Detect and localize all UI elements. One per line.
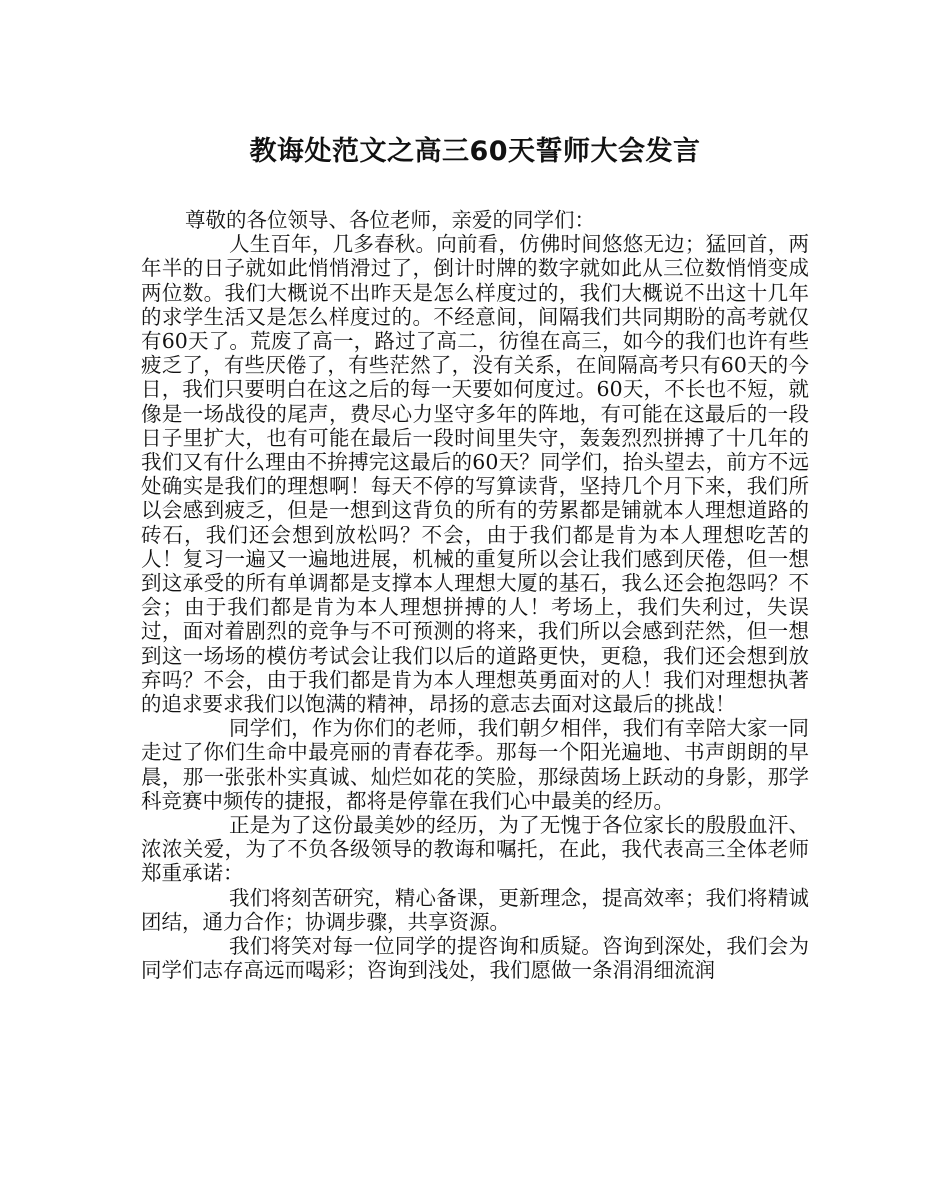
salutation: 尊敬的各位领导、各位老师，亲爱的同学们： bbox=[185, 208, 595, 232]
paragraph-4: 我们将刻苦研究，精心备课，更新理念，提高效率；我们将精诚团结，通力合作；协调步骤，共享资源。 bbox=[141, 885, 809, 934]
paragraph-3: 正是为了这份最美妙的经历，为了无愧于各位家长的殷殷血汗、浓浓关爱，为了不负各级领导的教诲和嘱托，在此，我代表高三全体老师郑重承诺： bbox=[141, 813, 809, 886]
paragraph-2: 同学们，作为你们的老师，我们朝夕相伴，我们有幸陪大家一同走过了你们生命中最亮丽的青春花季。那每一个阳光遍地、书声朗朗的早晨，那一张张朴实真诚、灿烂如花的笑脸，那绿茵场上跃动的身影，那学科竞赛中频传的捷报，都将是停靠在我们心中最美的经历。 bbox=[141, 716, 809, 813]
document-title: 教诲处范文之高三60天誓师大会发言 bbox=[249, 136, 701, 167]
document-page bbox=[141, 128, 809, 983]
paragraph-5: 我们将笑对每一位同学的提咨询和质疑。咨询到深处，我们会为同学们志存高远而喝彩；咨询到浅处，我们愿做一条涓涓细流润 bbox=[141, 934, 809, 983]
document-body bbox=[141, 208, 809, 983]
paragraph-1: 人生百年，几多春秋。向前看，仿佛时间悠悠无边；猛回首，两年半的日子就如此悄悄滑过了，倒计时牌的数字就如此从三位数悄悄变成两位数。我们大概说不出昨天是怎么样度过的，我们大概说不出这十几年的求学生活又是怎么样度过的。不经意间，间隔我们共同期盼的高考就仅有60天了。荒废了高一，路过了高二，彷徨在高三，如今的我们也许有些疲乏了，有些厌倦了，有些茫然了，没有关系，在间隔高考只有60天的今日，我们只要明白在这之后的每一天要如何度过。60天，不长也不短，就像是一场战役的尾声，费尽心力坚守多年的阵地，有可能在这最后的一段日子里扩大，也有可能在最后一段时间里失守，轰轰烈烈拼搏了十几年的我们又有什么理由不拚搏完这最后的60天？同学们，抬头望去，前方不远处确实是我们的理想啊！每天不停的写算读背，坚持几个月下来，我们所以会感到疲乏，但是一想到这背负的所有的劳累都是铺就本人理想道路的砖石，我们还会想到放松吗？不会，由于我们都是肯为本人理想吃苦的人！复习一遍又一遍地进展，机械的重复所以会让我们感到厌倦，但一想到这承受的所有单调都是支撑本人理想大厦的基石，我么还会抱怨吗？不会；由于我们都是肯为本人理想拼搏的人！考场上，我们失利过，失误过，面对着剧烈的竞争与不可预测的将来，我们所以会感到茫然，但一想到这一场场的模仿考试会让我们以后的道路更快，更稳，我们还会想到放弃吗？不会，由于我们都是肯为本人理想英勇面对的人！我们对理想执著的追求要求我们以饱满的精神，昂扬的意志去面对这最后的挑战！ bbox=[141, 232, 809, 717]
